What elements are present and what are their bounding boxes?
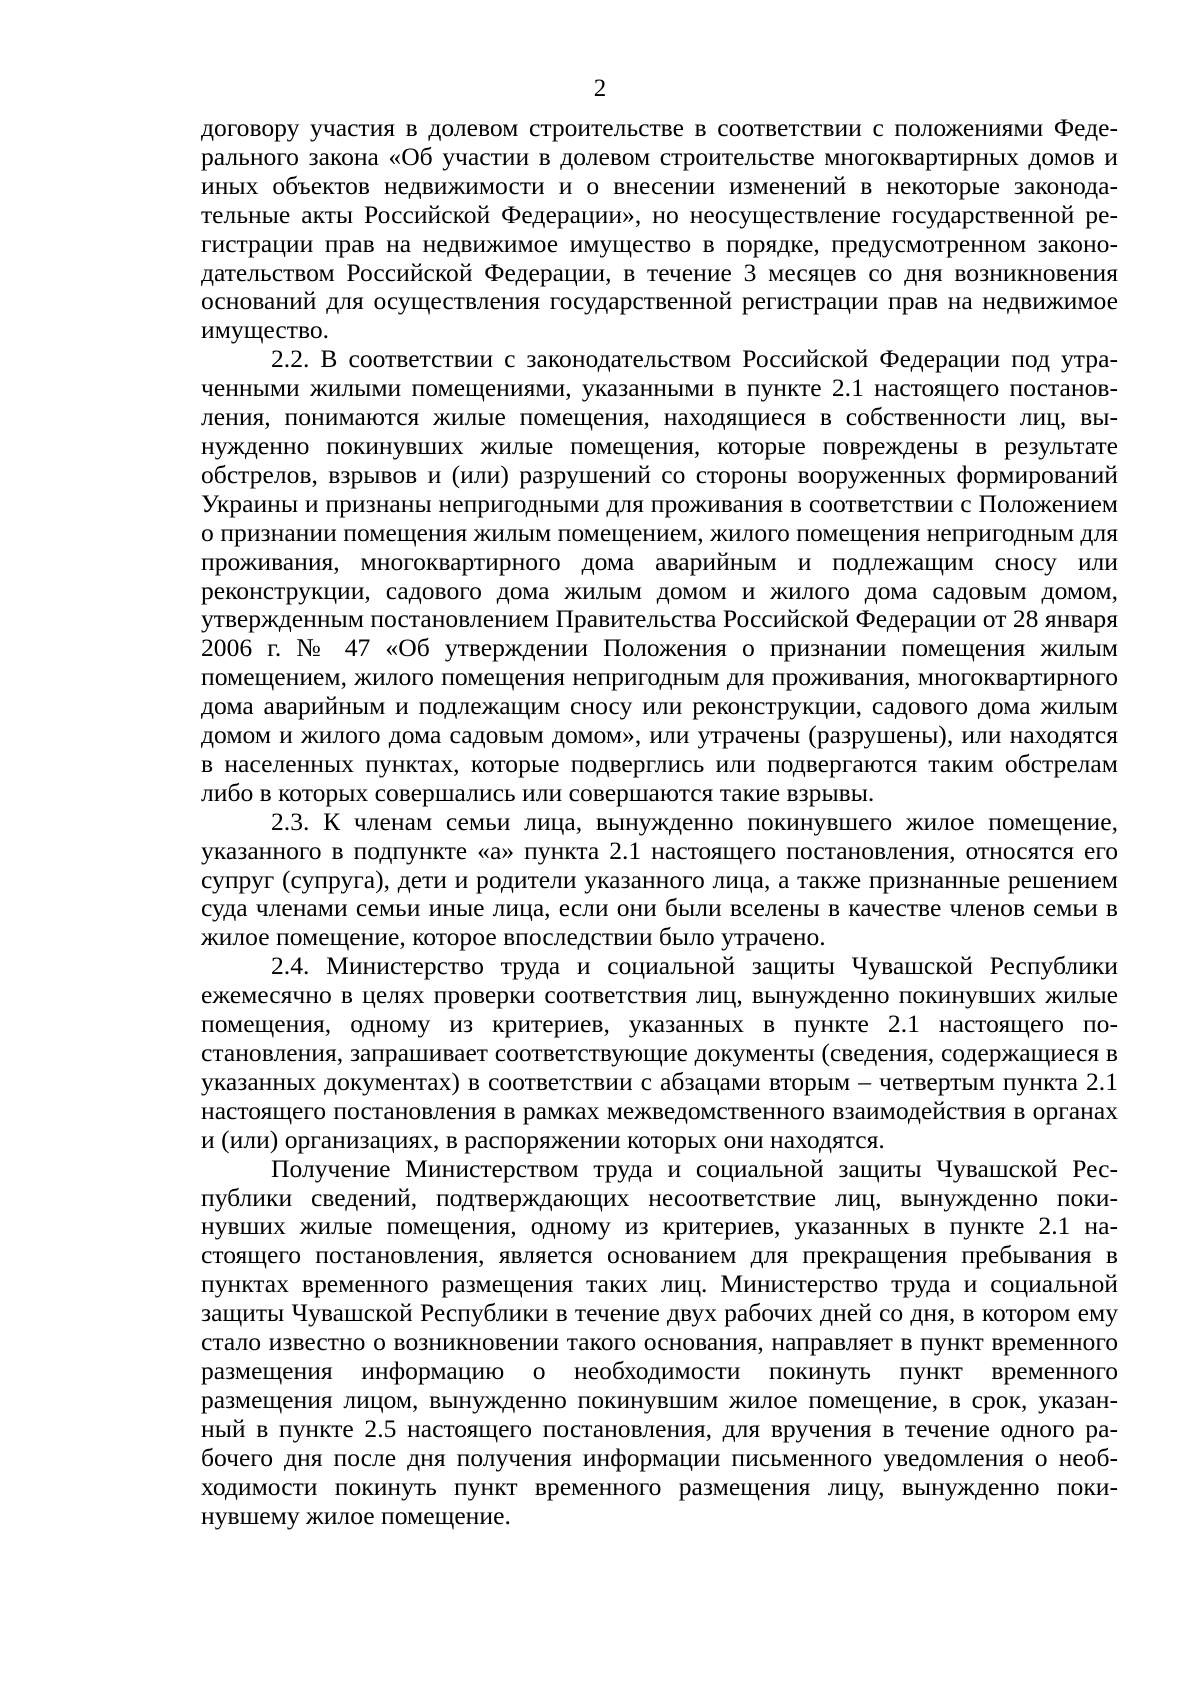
document-body (201, 114, 1118, 1530)
paragraph-2-3: 2.3. К членам семьи лица, вынужденно покинувшего жилое помещение, указанного в подпункте «а» пункта 2.1 настоящего постановления, относятся его супруг (супруга), дети и родители указанного лица, а также признанные решением суда членами семьи иные лица, если они были вселены в качестве членов семьи в жилое помещение, которое впоследствии было утрачено. (201, 806, 1118, 952)
paragraph-2-4: 2.4. Министерство труда и социальной защиты Чувашской Республики ежемесячно в целях проверки соответствия лиц, вынужденно покинувших жилые помещения, одному из критериев, указанных в пункте 2.1 настоящего постановления, запрашивает соответствующие документы (сведения, содержащиеся в указанных документах) в соответствии с абзацами вторым – четвертым пункта 2.1 настоящего постановления в рамках межведомственного взаимодействия в органах и (или) организациях, в распоряжении которых они находятся. (201, 951, 1118, 1154)
paragraph-continuation: договору участия в долевом строительстве в соответствии с положениями Федерального закона «Об участии в долевом строительстве многоквартирных домов и иных объектов недвижимости и о внесении изменений в некоторые законодательные акты Российской Федерации», но неосуществление государственной регистрации прав на недвижимое имущество в порядке, предусмотренном законодательством Российской Федерации, в течение 3 месяцев со дня возникновения оснований для осуществления государственной регистрации прав на недвижимое имущество. (201, 113, 1118, 345)
paragraph-2-4-continued: Получение Министерством труда и социальной защиты Чувашской Республики сведений, подтверждающих несоответствие лиц, вынужденно покинувших жилые помещения, одному из критериев, указанных в пункте 2.1 настоящего постановления, является основанием для прекращения пребывания в пунктах временного размещения таких лиц. Министерство труда и социальной защиты Чувашской Республики в течение двух рабочих дней со дня, в котором ему стало известно о возникновении такого основания, направляет в пункт временного размещения информацию о необходимости покинуть пункт временного размещения лицом, вынужденно покинувшим жилое помещение, в срок, указанный в пункте 2.5 настоящего постановления, для вручения в течение одного рабочего дня после дня получения информации письменного уведомления о необходимости покинуть пункт временного размещения лицу, вынужденно покинувшему жилое помещение. (201, 1153, 1118, 1530)
page-number: 2 (593, 75, 607, 102)
paragraph-2-2: 2.2. В соответствии с законодательством Российской Федерации под утраченными жилыми помещениями, указанными в пункте 2.1 настоящего постановления, понимаются жилые помещения, находящиеся в собственности лиц, вынужденно покинувших жилые помещения, которые повреждены в результате обстрелов, взрывов и (или) разрушений со стороны вооруженных формирований Украины и признаны непригодными для проживания в соответствии с Положением о признании помещения жилым помещением, жилого помещения непригодным для проживания, многоквартирного дома аварийным и подлежащим сносу или реконструкции, садового дома жилым домом и жилого дома садовым домом, утвержденным постановлением Правительства Российской Федерации от 28 января 2006 г. № 47 «Об утверждении Положения о признании помещения жилым помещением, жилого помещения непригодным для проживания, многоквартирного дома аварийным и подлежащим сносу или реконструкции, садового дома жилым домом и жилого дома садовым домом», или утрачены (разрушены), или находятся в населенных пунктах, которые подверглись или подвергаются таким обстрелам либо в которых совершались или совершаются такие взрывы. (201, 344, 1118, 807)
